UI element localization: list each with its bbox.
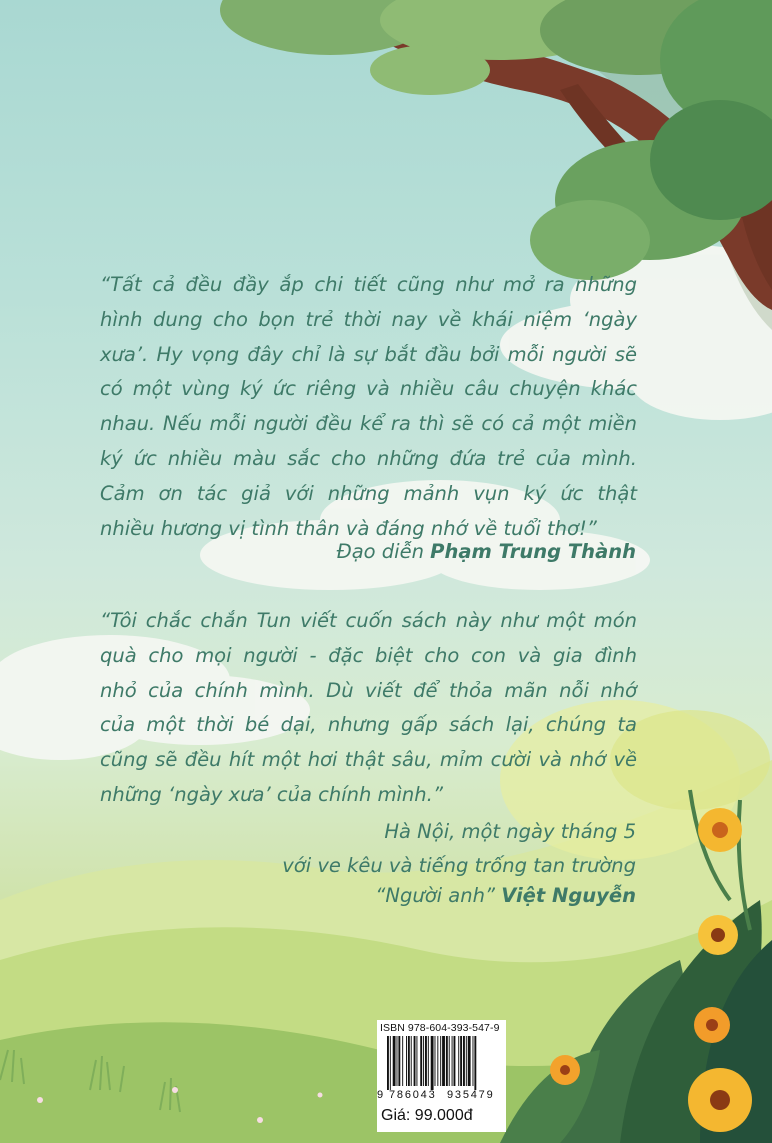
foliage <box>220 0 772 280</box>
quote-1-line: nhau. Nếu mỗi người đều kể ra thì sẽ có cả một miền <box>100 412 637 436</box>
barcode-bar <box>402 1036 403 1086</box>
quote-1-attribution <box>337 535 636 570</box>
barcode-bar <box>420 1036 422 1086</box>
signature-prefix: “Người anh” <box>375 884 502 907</box>
quote-2-line: cũng sẽ đều hít một hơi thật sâu, mỉm cười và nhớ về <box>100 748 637 772</box>
barcode-bar <box>406 1036 407 1086</box>
quote-2-line: những ‘ngày xưa’ của chính mình.” <box>100 782 443 806</box>
quote-2-line: “Tôi chắc chắn Tun viết cuốn sách này như một món <box>100 609 637 632</box>
quote-1-line: “Tất cả đều đầy ắp chi tiết cũng như mở ra những <box>100 273 637 296</box>
isbn-text: ISBN 978-604-393-547-9 <box>380 1022 500 1034</box>
quote-2-line: của một thời bé dại, nhưng gấp sách lại, chúng ta <box>100 713 637 737</box>
barcode-label <box>377 1020 506 1132</box>
quote-1 <box>100 268 637 546</box>
barcode-bar <box>449 1036 450 1086</box>
barcode-bar <box>431 1036 434 1090</box>
barcode-bar <box>473 1036 474 1086</box>
barcode-bar <box>458 1036 459 1086</box>
barcode-bar <box>474 1036 476 1090</box>
barcode-bar <box>442 1036 445 1086</box>
barcode-bar <box>393 1036 396 1086</box>
barcode-bar <box>390 1036 391 1090</box>
quote-2-date-note: với ve kêu và tiếng trống tan trường <box>282 854 636 877</box>
attribution-role: Đạo diễn <box>336 540 431 563</box>
quote-2 <box>100 604 637 813</box>
quote-1-line: xưa’. Hy vọng đây chỉ là sự bắt đầu bởi mỗi người sẽ <box>100 342 637 366</box>
quote-1-line: có một vùng ký ức riêng và nhiều câu chuyện khác <box>100 377 637 401</box>
signature-name: Việt Nguyễn <box>501 884 636 907</box>
ean-first-digit: 9 <box>377 1089 384 1101</box>
barcode-bar <box>414 1036 416 1086</box>
barcode-bar <box>416 1036 417 1086</box>
barcode-bar <box>437 1036 438 1086</box>
quote-1-line: hình dung cho bọn trẻ thời nay về khái niệm ‘ngày <box>100 307 637 331</box>
barcode-bar <box>428 1036 429 1086</box>
barcode-bar <box>463 1036 465 1086</box>
quote-1-line: ký ức nhiều màu sắc cho những đứa trẻ của mình. <box>100 446 637 470</box>
barcode-icon <box>381 1036 502 1090</box>
barcode-bar <box>446 1036 448 1086</box>
attribution-name: Phạm Trung Thành <box>430 540 636 563</box>
barcode-bar <box>425 1036 427 1086</box>
barcode-bar <box>397 1036 398 1086</box>
barcode-bar <box>466 1036 467 1086</box>
price-text: Giá: 99.000đ <box>381 1107 473 1124</box>
barcode-bar <box>411 1036 412 1086</box>
barcode-bar <box>452 1036 453 1086</box>
quote-1-line: Cảm ơn tác giả với những mảnh vụn ký ức thật <box>100 481 637 505</box>
barcode-bar <box>387 1036 389 1090</box>
quote-2-signature <box>375 879 636 914</box>
barcode-bar <box>454 1036 456 1086</box>
barcode-bar <box>423 1036 424 1086</box>
barcode-bar <box>435 1036 436 1086</box>
barcode-bar <box>398 1036 400 1086</box>
ean-left-digits: 786043 <box>389 1089 437 1101</box>
barcode-bar <box>408 1036 410 1086</box>
quote-1-line: nhiều hương vị tình thân và đáng nhớ về tuổi thơ!” <box>100 516 597 540</box>
quote-2-place: Hà Nội, một ngày tháng 5 <box>384 820 636 843</box>
barcode-bar <box>460 1036 462 1086</box>
quote-2-line: quà cho mọi người - đặc biệt cho con và gia đình <box>100 643 637 667</box>
barcode-bar <box>440 1036 441 1086</box>
quote-2-line: nhỏ của chính mình. Dù viết để thỏa mãn nỗi nhớ <box>100 678 637 702</box>
ean-right-digits: 935479 <box>447 1089 495 1101</box>
barcode-bar <box>468 1036 471 1086</box>
